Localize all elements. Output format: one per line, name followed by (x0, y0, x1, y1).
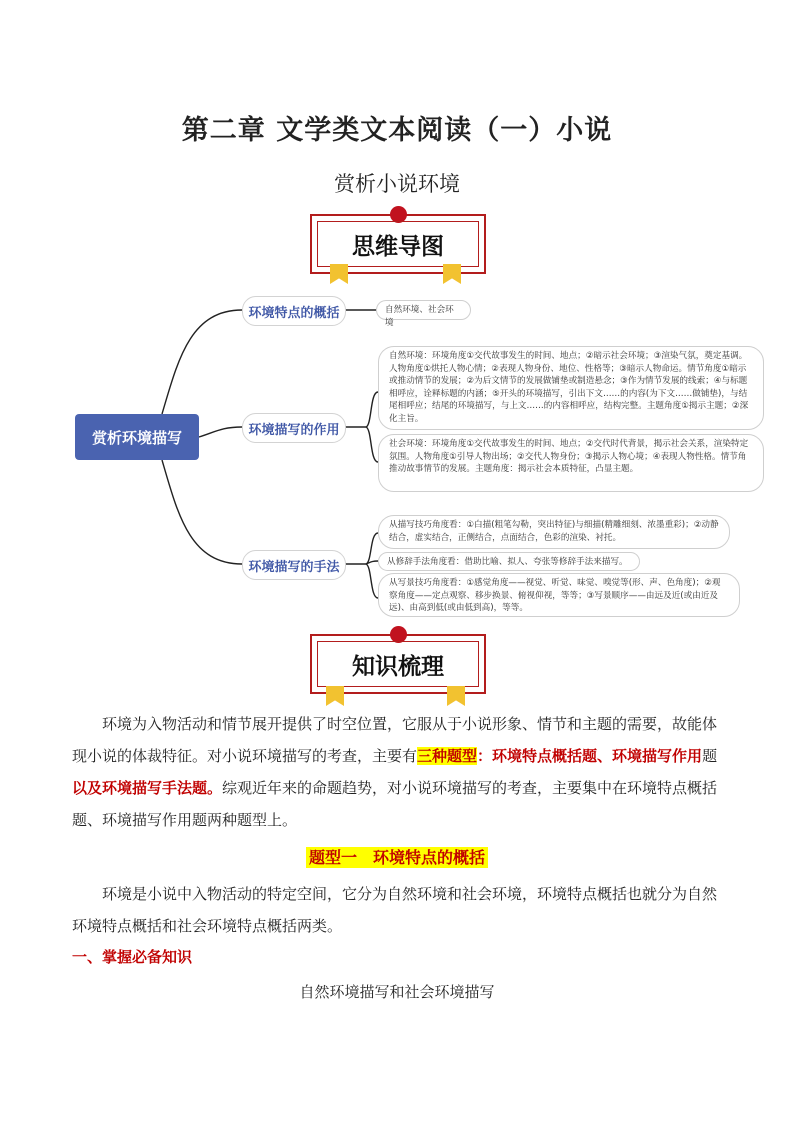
intro-text-a: 环境为入物活动和情节展开提供了时空位置，它服从于小说形象、情节和主题的需要，故能体现小说的体裁特征。对小说环境描写的考查，主要有 (72, 715, 718, 765)
ribbon-left-icon (326, 686, 344, 706)
highlight-three-types: 三种题型 (417, 747, 478, 765)
knowledge-banner (310, 634, 486, 694)
leaf-scenery-technique: 从写景技巧角度看：①感觉角度——视觉、听觉、味觉、嗅觉等(形、声、色角度)；②观察角度——定点观察、移步换景、俯视仰视，等等；③写景顺序——由远及近(或由近及远)、由高到低(或由低到高)，等等。 (378, 573, 740, 617)
section-heading (0, 845, 794, 868)
leaf-natural-environment-function: 自然环境：环境角度①交代故事发生的时间、地点；②暗示社会环境；③渲染气氛，奠定基调。人物角度①烘托人物心情；②表现人物身份、地位、性格等；③暗示人物命运。情节角度①暗示或推动情节的发展；②为后文情节的发展做铺垫或制造悬念；③作为情节发展的线索；④与标题相呼应，诠释标题的内涵；⑤开头的环境描写，引出下文……的内容(为下文……做铺垫)，与结尾相呼应；结尾的环境描写，与上文……的内容相呼应，结构完整。主题角度①揭示主题；②深化主旨。 (378, 346, 764, 430)
section-paragraph: 环境是小说中入物活动的特定空间，它分为自然环境和社会环境，环境特点概括也就分为自然环境特点概括和社会环境特点概括两类。 (72, 885, 718, 935)
lesson-subtitle: 赏析小说环境 (334, 172, 460, 196)
emphasis-types-2: 以及环境描写手法题。 (72, 779, 223, 797)
mind-map-root-node: 赏析环境描写 (75, 414, 199, 460)
section-title: 题型一 环境特点的概括 (306, 847, 488, 868)
mind-map-banner-label: 思维导图 (317, 221, 479, 267)
leaf-features-types: 自然环境、社会环境 (376, 300, 471, 320)
chapter-title: 第二章 文学类文本阅读（一）小说 (181, 115, 613, 146)
intro-paragraph (72, 708, 722, 836)
intro-text-c: 题 (702, 747, 718, 765)
intro-text-d: 综观近年来的命题趋势，对小说环境描写的考查，主要集中在环境特点概括题、环境描写作用题两种题型上。 (72, 779, 718, 829)
category-node-features: 环境特点的概括 (242, 296, 346, 326)
category-node-technique: 环境描写的手法 (242, 550, 346, 580)
category-node-function: 环境描写的作用 (242, 413, 346, 443)
leaf-social-environment-function: 社会环境：环境角度①交代故事发生的时间、地点；②交代时代背景，揭示社会关系，渲染特定氛围。人物角度①引导人物出场；②交代人物身份；③揭示人物心境；④表现人物性格。情节角推动故事情节的发展。主题角度：揭示社会本质特征，凸显主题。 (378, 434, 764, 492)
leaf-description-technique: 从描写技巧角度看：①白描(粗笔勾勒，突出特征)与细描(精雕细刻、浓墨重彩)；②动静结合，虚实结合，正侧结合，点面结合，色彩的渲染、衬托。 (378, 515, 730, 549)
knowledge-banner-label: 知识梳理 (317, 641, 479, 687)
ribbon-right-icon (447, 686, 465, 706)
leaf-rhetoric-technique: 从修辞手法角度看：借助比喻、拟人、夸张等修辞手法来描写。 (378, 552, 640, 571)
emphasis-types-1: 环境特点概括题、环境描写作用 (492, 747, 703, 765)
subsection-heading: 一、掌握必备知识 (72, 948, 193, 966)
intro-colon: ： (477, 747, 493, 765)
table-caption: 自然环境描写和社会环境描写 (299, 983, 495, 1001)
